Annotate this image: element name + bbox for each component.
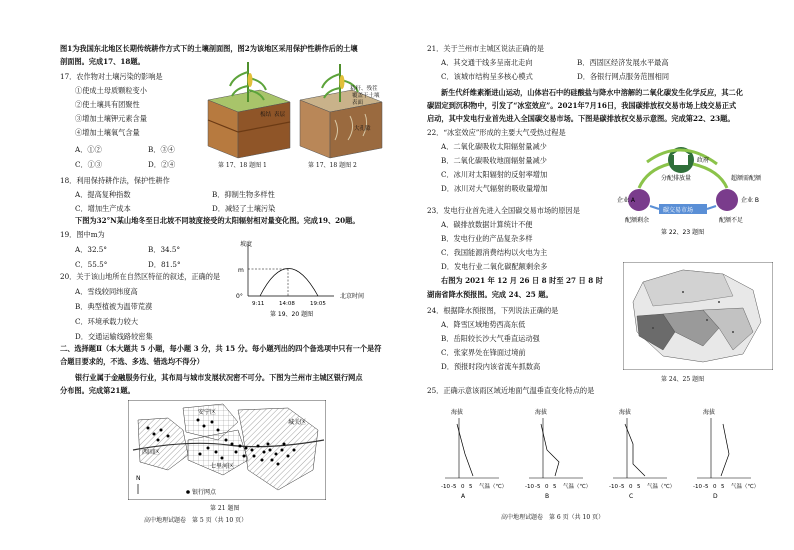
- svg-text:-5: -5: [451, 484, 457, 490]
- svg-text:-5: -5: [619, 484, 625, 490]
- map21-caption: 第 21 题图: [210, 505, 240, 512]
- section2-line2: 合题目要求的，不选、多选、错选均不得分）: [60, 357, 204, 366]
- q19-option-c[interactable]: C．55.5°: [75, 260, 108, 269]
- svg-text:0: 0: [545, 484, 549, 490]
- slope-tick-2: 14:08: [279, 301, 295, 307]
- q24-stem: 24．根据降水预报图，下列说法正确的是: [427, 306, 559, 315]
- svg-text:海拔: 海拔: [619, 409, 632, 416]
- diagram-gov: 政府: [697, 157, 710, 164]
- q19-option-a[interactable]: A．32.5°: [75, 245, 107, 254]
- q22-option-c[interactable]: C．冰川对太阳辐射的反射率增加: [441, 170, 548, 179]
- svg-text:海拔: 海拔: [451, 409, 464, 416]
- slope-tick-3: 19:05: [310, 301, 326, 307]
- q19-option-d[interactable]: D．81.5°: [148, 260, 181, 269]
- q17-option-d[interactable]: D．②④: [148, 160, 176, 169]
- svg-text:5: 5: [553, 484, 557, 490]
- intro-21-line1: 银行业属于金融服务行业，其布局与城市发展状况密不可分。下图为兰州市主城区银行网点: [75, 373, 363, 382]
- diagram-caption: 第 22、23 题图: [661, 229, 705, 236]
- svg-text:-10: -10: [441, 484, 450, 490]
- map24-caption: 第 24、25 题图: [661, 376, 705, 383]
- intro-22-23-line1: 新生代纤维素渐进山运动，山体岩石中的硅酸盐与降水中溶解的二氧化碳发生化学反应，其二化: [441, 88, 743, 97]
- diagram-market: 碳交易市场: [663, 207, 694, 214]
- svg-text:0: 0: [713, 484, 717, 490]
- intro-22-23-line3: 启动，其中发电行业首先进入全国碳交易市场。下图是碳排放权交易示意图。完成第22、23题。: [427, 114, 735, 123]
- q21-option-a[interactable]: A．其交通干线多呈南北走向: [441, 58, 533, 67]
- svg-text:0: 0: [629, 484, 633, 490]
- temp-chart-d[interactable]: [693, 408, 759, 500]
- svg-text:5: 5: [469, 484, 473, 490]
- left-footer: 高中地理试题卷 第 5 页（共 10 页）: [144, 517, 248, 524]
- q18-option-a[interactable]: A．提高复种指数: [75, 190, 131, 199]
- q18-option-c[interactable]: C．增加生产成本: [75, 204, 131, 213]
- q17-stem: 17．农作物对土壤污染的影响是: [60, 72, 163, 81]
- intro-19-20: 下图为32°N某山地冬至日北坡不同坡度接受的太阳辐射相对量变化图。完成19、20题。: [75, 216, 360, 225]
- intro-17-18-line1: 图1为我国东北地区长期传统耕作方式下的土壤剖面图，图2为该地区采用保护性耕作后的土壤: [60, 44, 358, 53]
- intro-17-18-line2: 剖面图。完成17、18题。: [60, 57, 145, 66]
- svg-text:气温（℃）: 气温（℃）: [479, 484, 508, 490]
- intro-22-23-line2: 碳固定到沉积物中，引发了“冰室效应”。2021年7月16日，我国碳排放权交易市场上线交易正式: [427, 101, 737, 110]
- q24-option-d[interactable]: D．预报时段内该省流车抓数高: [441, 362, 541, 371]
- svg-text:海拔: 海拔: [703, 409, 716, 416]
- district-xigu: 西固区: [142, 449, 161, 456]
- q18-option-b[interactable]: B．抑制生物多样性: [212, 190, 275, 199]
- north-arrow: N: [136, 475, 141, 482]
- temp-profile-options: [437, 404, 777, 500]
- section2-line1: 二、选择题Ⅱ（本大题共 5 小题，每小题 3 分，共 15 分。每小题列出的四个备选项中只有一个是符: [60, 344, 382, 353]
- lanzhou-bank-map: [128, 400, 326, 500]
- label-straw-1: 秸秆、残茬: [350, 86, 378, 92]
- svg-text:-5: -5: [535, 484, 541, 490]
- label-banjie: 板结: [260, 112, 272, 118]
- q21-option-c[interactable]: C．该城市结构呈多核心模式: [441, 72, 533, 81]
- slope-m-label: m: [238, 267, 244, 274]
- svg-text:-10: -10: [693, 484, 702, 490]
- q21-stem: 21．关于兰州市主城区说法正确的是: [427, 44, 544, 53]
- q20-option-a[interactable]: A．雪线较同纬度高: [75, 287, 138, 296]
- q23-option-c[interactable]: C．我国能源消费结构以火电为主: [441, 248, 548, 257]
- district-anning: 安宁区: [198, 409, 217, 416]
- q22-stem: 22．“冰室效应”形成的主要大气受热过程是: [427, 128, 566, 137]
- svg-text:气温（℃）: 气温（℃）: [563, 484, 592, 490]
- right-page: [397, 0, 794, 550]
- slope-tick-1: 9:11: [252, 301, 265, 307]
- q22-option-d[interactable]: D．冰川对大气辐射的吸收量增加: [441, 184, 548, 193]
- svg-text:B: B: [545, 493, 550, 500]
- q25-stem: 25．正确示意该雨区域近地面气温垂直变化特点的是: [427, 386, 595, 395]
- label-straw-2: 覆盖于土壤: [352, 93, 380, 99]
- temp-chart-b[interactable]: [525, 408, 591, 500]
- q21-option-b[interactable]: B．西固区经济发展水平最高: [577, 58, 669, 67]
- slope-y-label: 坡度: [240, 241, 253, 248]
- district-qilihe: 七里河区: [210, 463, 235, 470]
- soil-profile-figure: [200, 60, 390, 168]
- q19-stem: 19．图中m为: [60, 230, 105, 239]
- slope-caption: 第 19、20 题图: [270, 311, 314, 318]
- map-legend-bank: 银行网点: [192, 489, 217, 496]
- svg-text:-10: -10: [525, 484, 534, 490]
- diagram-enterprise-a: 企业 A: [617, 197, 636, 204]
- slope-time-chart: [226, 236, 391, 318]
- svg-text:气温（℃）: 气温（℃）: [731, 484, 760, 490]
- q19-option-b[interactable]: B．34.5°: [148, 245, 181, 254]
- q22-option-a[interactable]: A．二氧化碳吸收太阳辐射量减少: [441, 142, 547, 151]
- svg-text:A: A: [461, 493, 466, 500]
- q17-item: ①使成土母质颗粒变小: [75, 86, 147, 95]
- diagram-over: 超额需配额: [731, 175, 762, 182]
- q17-item: ②使土壤具有团聚性: [75, 100, 140, 109]
- svg-text:C: C: [629, 493, 634, 500]
- intro-24-25-line1: 右图为 2021 年 12 月 26 日 8 时至 27 日 8 时: [441, 276, 603, 285]
- label-straw-3: 表面: [352, 100, 364, 106]
- intro-21-line2: 分布图。完成第21题。: [60, 386, 135, 395]
- svg-text:5: 5: [637, 484, 641, 490]
- svg-text:D: D: [713, 493, 718, 500]
- svg-text:-5: -5: [703, 484, 709, 490]
- fig17-caption-2: 第 17、18 题图 2: [308, 162, 357, 169]
- hunan-precip-map: [623, 262, 773, 370]
- diagram-short: 配额不足: [719, 217, 744, 224]
- slope-zero-label: 0°: [236, 293, 243, 300]
- q24-option-c[interactable]: C．张家界处在锋面过境前: [441, 348, 526, 357]
- q23-stem: 23．发电行业首先进入全国碳交易市场的原因是: [427, 206, 580, 215]
- temp-chart-a[interactable]: [441, 408, 507, 500]
- q23-option-a[interactable]: A．碳排放数据计算统计不便: [441, 220, 533, 229]
- diagram-surplus: 配额剩余: [625, 217, 650, 224]
- q17-option-a[interactable]: A．①②: [75, 145, 102, 154]
- carbon-trading-diagram: [617, 142, 777, 238]
- slope-x-label: 北京时间: [340, 293, 365, 300]
- q23-option-b[interactable]: B．发电行业的产品复杂多样: [441, 234, 533, 243]
- temp-chart-c[interactable]: [609, 408, 675, 500]
- q18-option-d[interactable]: D．减轻了土壤污染: [212, 204, 276, 213]
- right-footer: 高中地理试题卷 第 6 页（共 10 页）: [501, 514, 605, 521]
- fig17-caption-1: 第 17、18 题图 1: [218, 162, 267, 169]
- q17-item: ③增加土壤钾元素含量: [75, 114, 147, 123]
- q20-option-d[interactable]: D．交通运输线路较密集: [75, 332, 153, 341]
- q21-option-d[interactable]: D．各银行网点服务范围相同: [577, 72, 670, 81]
- q20-option-c[interactable]: C．环境承载力较大: [75, 317, 139, 326]
- q24-option-a[interactable]: A．降雪区域地势西高东低: [441, 320, 526, 329]
- svg-text:0: 0: [461, 484, 465, 490]
- svg-text:-10: -10: [609, 484, 618, 490]
- svg-text:气温（℃）: 气温（℃）: [647, 484, 676, 490]
- district-chengguan: 城关区: [288, 419, 307, 426]
- label-biaoceng: 表层: [274, 112, 286, 118]
- svg-text:海拔: 海拔: [535, 409, 548, 416]
- svg-text:5: 5: [721, 484, 725, 490]
- q17-option-b[interactable]: B．③④: [148, 145, 175, 154]
- q18-stem: 18．利用保持耕作法，保护性耕作: [60, 176, 170, 185]
- q22-option-b[interactable]: B．二氧化碳吸收地面辐射量减少: [441, 156, 547, 165]
- q24-option-b[interactable]: B．岳阳较长沙大气垂直运动强: [441, 334, 540, 343]
- q23-option-d[interactable]: D．发电行业二氧化碳配额剩余多: [441, 262, 548, 271]
- diagram-enterprise-b: 企业 B: [741, 197, 760, 204]
- label-macropore: 大孔隙: [354, 126, 371, 132]
- q20-stem: 20．关于该山地所在自然区特征的叙述，正确的是: [60, 272, 221, 281]
- q17-item: ④增加土壤氧气含量: [75, 128, 140, 137]
- intro-24-25-line2: 湖南省降水预报图。完成 24、25 题。: [427, 290, 553, 299]
- q17-option-c[interactable]: C．①③: [75, 160, 103, 169]
- q20-option-b[interactable]: B．典型植被为温带荒漠: [75, 302, 153, 311]
- diagram-alloc: 分配排放量: [661, 175, 692, 182]
